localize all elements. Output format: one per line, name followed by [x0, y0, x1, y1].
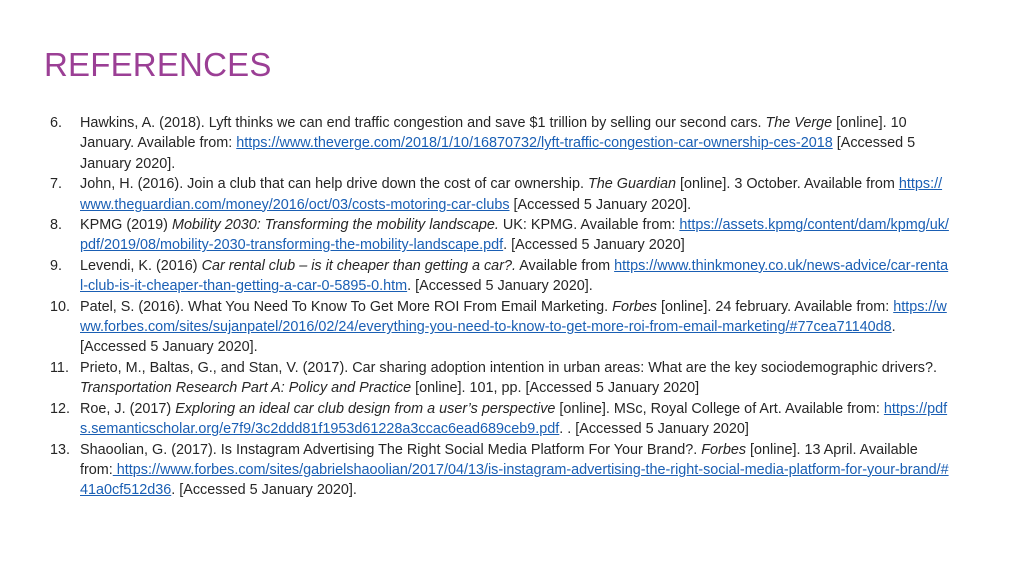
reference-accessed: . [Accessed 5 January 2020].: [407, 278, 593, 295]
reference-text: [online]. 3 October. Available from: [675, 176, 899, 193]
reference-accessed: . [Accessed 5 January 2020].: [80, 319, 896, 356]
reference-link[interactable]: https://pdfs.semanticscholar.org/e7f9/3c2ddd81f1953d61228a3ccac6ead689ceb9.pdf: [80, 400, 948, 438]
reference-item: [50, 440, 950, 501]
reference-accessed: . [Accessed 5 January 2020]: [503, 237, 685, 254]
reference-number: 10.: [50, 298, 71, 315]
reference-number: 8.: [50, 217, 63, 234]
reference-text: [online]. 24 february. Available from:: [656, 298, 894, 315]
reference-link[interactable]: https://www.forbes.com/sites/gabrielshaoolian/2017/04/13/is-instagram-advertising-the-right-social-media-platform-for-your-brand/#41a0cf512d36: [80, 461, 949, 499]
reference-text: [online]. MSc, Royal College of Art. Available from:: [555, 400, 884, 417]
reference-link[interactable]: https://www.theverge.com/2018/1/10/16870732/lyft-traffic-congestion-car-ownership-ces-2018: [236, 135, 833, 152]
reference-text: Hawkins, A. (2018). Lyft thinks we can end traffic congestion and save $1 trillion by selling our second cars.: [80, 115, 766, 131]
reference-source: Forbes: [612, 298, 657, 315]
reference-source: Forbes: [701, 441, 747, 458]
reference-source: The Verge: [765, 115, 833, 131]
reference-number: 9.: [50, 257, 63, 274]
reference-source: Exploring an ideal car club design from a user’s perspective: [175, 400, 556, 417]
reference-source: Car rental club – is it cheaper than getting a car?.: [201, 257, 516, 274]
reference-text: Levendi, K. (2016): [80, 257, 202, 274]
reference-number: 12.: [50, 400, 71, 417]
reference-number: 7.: [50, 176, 63, 193]
reference-item: [50, 256, 950, 297]
reference-link[interactable]: https://www.theguardian.com/money/2016/oct/03/costs-motoring-car-clubs: [80, 176, 943, 213]
reference-accessed: [Accessed 5 January 2020].: [80, 135, 916, 172]
reference-link[interactable]: https://assets.kpmg/content/dam/kpmg/uk/pdf/2019/08/mobility-2030-transforming-the-mobility-landscape.pdf: [80, 217, 949, 254]
reference-text: UK: KPMG. Available from:: [498, 217, 680, 234]
reference-item: [50, 399, 950, 440]
reference-link[interactable]: https://www.thinkmoney.co.uk/news-advice/car-rental-club-is-it-cheaper-than-getting-a-car-0-5895-0.htm: [80, 257, 949, 295]
reference-text: [online]. 10 January. Available from:: [80, 115, 907, 152]
reference-item: [50, 297, 950, 358]
reference-number: 11.: [50, 359, 69, 376]
reference-accessed: . . [Accessed 5 January 2020]: [559, 421, 749, 438]
reference-source: Transportation Research Part A: Policy and Practice: [80, 380, 412, 397]
reference-text: [online]. 101, pp. [Accessed 5 January 2020]: [411, 380, 700, 397]
reference-link[interactable]: https://www.forbes.com/sites/sujanpatel/2016/02/24/everything-you-need-to-know-to-get-more-roi-from-email-marketing/#77cea71140d8: [80, 298, 947, 336]
reference-item: [50, 174, 950, 215]
reference-text: Patel, S. (2016). What You Need To Know To Get More ROI From Email Marketing.: [80, 298, 613, 315]
reference-number: 13.: [50, 441, 71, 458]
reference-source: Mobility 2030: Transforming the mobility landscape.: [171, 217, 499, 234]
reference-list: [50, 113, 950, 501]
reference-text: Prieto, M., Baltas, G., and Stan, V. (2017). Car sharing adoption intention in urban areas: What are the key sociodemographic drivers?.: [80, 359, 937, 376]
reference-source: The Guardian: [587, 176, 676, 193]
reference-text: John, H. (2016). Join a club that can help drive down the cost of car ownership.: [80, 176, 588, 193]
reference-text: Available from: [515, 257, 615, 274]
reference-accessed: . [Accessed 5 January 2020].: [171, 482, 357, 499]
reference-accessed: [Accessed 5 January 2020].: [509, 196, 692, 213]
reference-text: [online]. 13 April. Available from:: [80, 441, 918, 478]
reference-item: [50, 215, 950, 256]
reference-item: [50, 113, 950, 174]
reference-number: 6.: [50, 115, 63, 131]
reference-item: [50, 358, 950, 399]
reference-text: Roe, J. (2017): [80, 400, 176, 417]
reference-text: KPMG (2019): [80, 217, 172, 234]
page-title: REFERENCES: [44, 46, 272, 83]
reference-text: Shaoolian, G. (2017). Is Instagram Advertising The Right Social Media Platform For Your Brand?.: [80, 441, 702, 458]
